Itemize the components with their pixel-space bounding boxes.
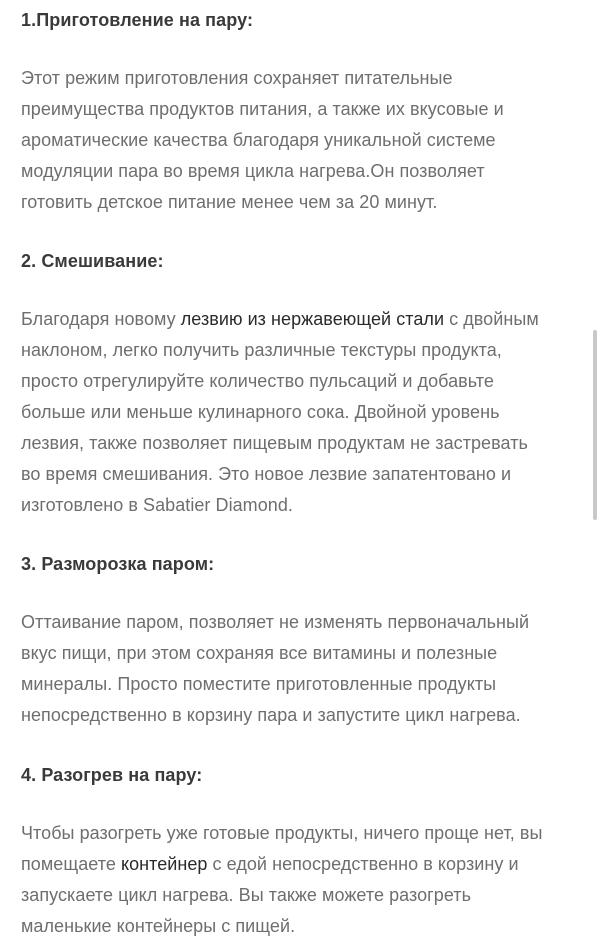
- text-line: больше или меньше кулинарного сока. Двойной уровень: [21, 402, 500, 422]
- text-segment: Благодаря новому: [21, 309, 181, 329]
- section-text-defrosting: [21, 607, 586, 731]
- vertical-scrollbar[interactable]: [593, 330, 597, 520]
- bottom-fade: [0, 939, 600, 947]
- section-title-defrosting: 3. Разморозка паром:: [21, 554, 215, 574]
- text-line: наклоном, легко получить различные текстуры продукта,: [21, 340, 502, 360]
- text-line: запускаете цикл нагрева. Вы также можете разогреть: [21, 885, 472, 905]
- text-line: изготовлено в Sabatier Diamond.: [21, 495, 293, 515]
- text-line: Этот режим приготовления сохраняет питательные: [21, 68, 453, 88]
- text-line: вкус пищи, при этом сохраняя все витамины и полезные: [21, 643, 498, 663]
- text-line: лезвия, также позволяет пищевым продуктам не застревать: [21, 433, 528, 453]
- text-line: минералы. Просто поместите приготовленные продукты: [21, 674, 497, 694]
- text-line: Чтобы разогреть уже готовые продукты, ничего проще нет, вы: [21, 823, 543, 843]
- text-line: во время смешивания. Это новое лезвие запатентовано и: [21, 464, 512, 484]
- section-text-steaming: [21, 63, 581, 218]
- section-title-blending: 2. Смешивание:: [21, 251, 164, 271]
- text-line: непосредственно в корзину пара и запустите цикл нагрева.: [21, 705, 521, 725]
- section-text-blending: [21, 304, 586, 521]
- text-line: готовить детское питание менее чем за 20 минут.: [21, 192, 438, 212]
- text-line: модуляции пара во время цикла нагрева.Он позволяет: [21, 161, 485, 181]
- section-text-reheating: [21, 818, 586, 942]
- text-line: ароматические качества благодаря уникальной системе: [21, 130, 496, 150]
- text-line: Оттаивание паром, позволяет не изменять первоначальный: [21, 612, 530, 632]
- section-title-steaming: 1.Приготовление на пару:: [21, 10, 254, 30]
- text-line: маленькие контейнеры с пищей.: [21, 916, 296, 936]
- section-title-reheating: 4. Разогрев на пару:: [21, 765, 203, 785]
- text-line: просто отрегулируйте количество пульсаций и добавьте: [21, 371, 494, 391]
- stainless-blade-link[interactable]: лезвию из нержавеющей стали: [180, 309, 445, 329]
- text-segment: с едой непосредственно в корзину и: [207, 854, 519, 874]
- text-segment: с двойным: [444, 309, 539, 329]
- container-link[interactable]: контейнер: [120, 854, 208, 874]
- text-line: преимущества продуктов питания, а также их вкусовые и: [21, 99, 504, 119]
- text-segment: помещаете: [21, 854, 121, 874]
